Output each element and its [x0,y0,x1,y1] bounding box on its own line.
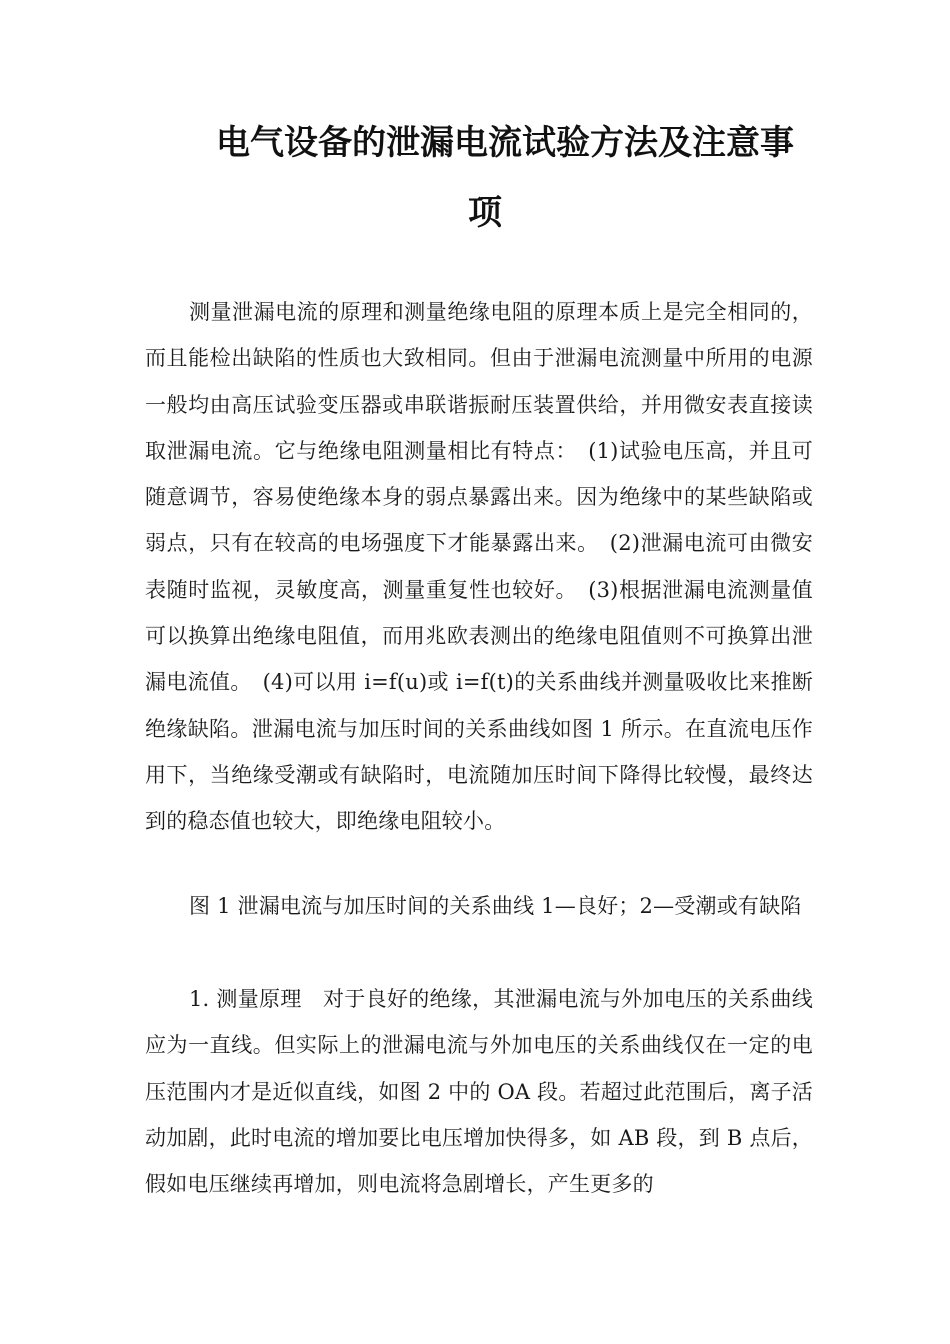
document-title: 电气设备的泄漏电流试验方法及注意事 [216,123,794,163]
figure-caption: 图 1 泄漏电流与加压时间的关系曲线 1—良好；2—受潮或有缺陷 [189,894,802,918]
paragraph-measurement-principle: 1. 测量原理 对于良好的绝缘，其泄漏电流与外加电压的关系曲线应为一直线。但实际上的泄漏电流与外加电压的关系曲线仅在一定的电压范围内才是近似直线，如图 2 中的 OA 段。若超过此范围后，离子活动加剧，此时电流的增加要比电压增加快得多，如 AB 段，到 B 点后，假如电压继续再增加，则电流将急剧增长，产生更多的 [145,987,813,1197]
document-title-continuation: 项 [468,193,502,233]
paragraph-principle: 测量泄漏电流的原理和测量绝缘电阻的原理本质上是完全相同的，而且能检出缺陷的性质也大致相同。但由于泄漏电流测量中所用的电源一般均由高压试验变压器或串联谐振耐压装置供给，并用微安表直接读取泄漏电流。它与绝缘电阻测量相比有特点： (1)试验电压高，并且可随意调节，容易使绝缘本身的弱点暴露出来。因为绝缘中的某些缺陷或弱点，只有在较高的电场强度下才能暴露出来。 (2)泄漏电流可由微安表随时监视，灵敏度高，测量重复性也较好。 (3)根据泄漏电流测量值可以换算出绝缘电阻值，而用兆欧表测出的绝缘电阻值则不可换算出泄漏电流值。 (4)可以用 i=f(u)或 i=f(t)的关系曲线并测量吸收比来推断绝缘缺陷。泄漏电流与加压时间的关系曲线如图 1 所示。在直流电压作用下，当绝缘受潮或有缺陷时，电流随加压时间下降得比较慢，最终达到的稳态值也较大，即绝缘电阻较小。 [145,300,813,834]
